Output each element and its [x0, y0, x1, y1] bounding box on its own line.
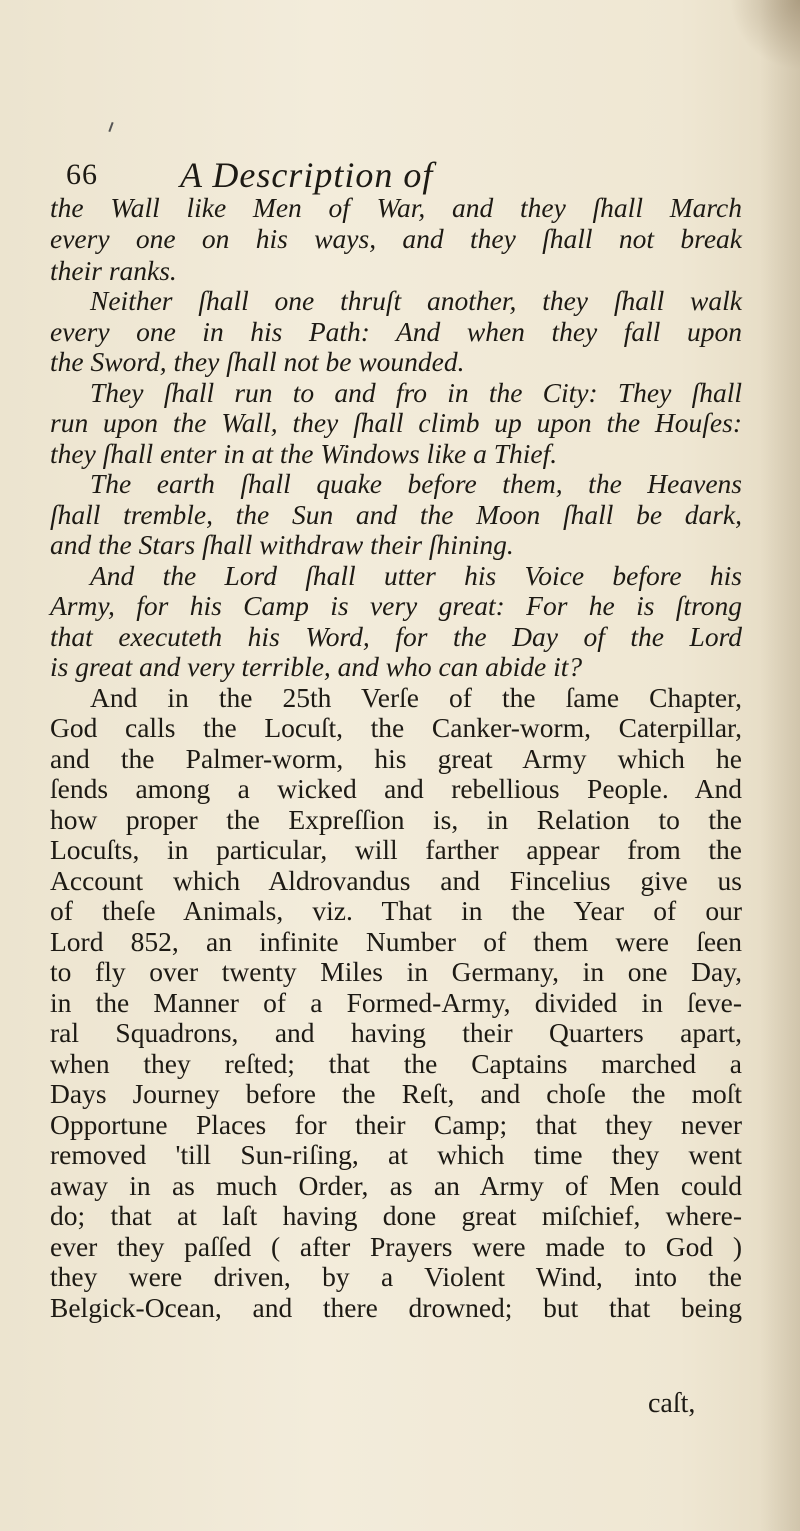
text-line: Locuſts, in particular, will farther appear from the	[50, 834, 742, 865]
text-line: away in as much Order, as an Army of Men could	[50, 1170, 742, 1201]
text-line: ever they paſſed ( after Prayers were made to God )	[50, 1231, 742, 1262]
ink-mark	[108, 122, 113, 132]
text-line: to fly over twenty Miles in Germany, in one Day,	[50, 956, 742, 987]
text-line: the Sword, they ſhall not be wounded.	[50, 346, 465, 377]
text-line: The earth ſhall quake before them, the Heavens	[90, 468, 742, 499]
text-line: Neither ſhall one thruſt another, they ſhall walk	[90, 285, 742, 316]
text-line: when they reſted; that the Captains marched a	[50, 1048, 742, 1079]
text-line: They ſhall run to and fro in the City: They ſhall	[90, 377, 742, 408]
text-line: Days Journey before the Reſt, and choſe the moſt	[50, 1078, 742, 1109]
text-line: Lord 852, an infinite Number of them were ſeen	[50, 926, 742, 957]
text-line: every one in his Path: And when they fall upon	[50, 316, 742, 347]
text-line: ſhall tremble, the Sun and the Moon ſhall be dark,	[50, 499, 742, 530]
text-line: do; that at laſt having done great miſchief, where-	[50, 1200, 742, 1231]
text-line: Account which Aldrovandus and Fincelius give us	[50, 865, 742, 896]
text-line: God calls the Locuſt, the Canker-worm, Caterpillar,	[50, 712, 742, 743]
running-title: A Description of	[180, 155, 434, 195]
text-line: Opportune Places for their Camp; that they never	[50, 1109, 742, 1140]
text-line: and the Palmer-worm, his great Army which he	[50, 743, 742, 774]
text-line: run upon the Wall, they ſhall climb up upon the Houſes:	[50, 407, 742, 438]
text-line: and the Stars ſhall withdraw their ſhining.	[50, 529, 514, 560]
text-line: they ſhall enter in at the Windows like a Thief.	[50, 438, 558, 469]
text-line: how proper the Expreſſion is, in Relation to the	[50, 804, 742, 835]
text-line: the Wall like Men of War, and they ſhall March	[50, 192, 742, 223]
text-line: is great and very terrible, and who can abide it?	[50, 651, 583, 682]
text-line: they were driven, by a Violent Wind, into the	[50, 1261, 742, 1292]
text-line: And in the 25th Verſe of the ſame Chapter,	[90, 682, 742, 713]
catchword: caſt,	[648, 1388, 696, 1419]
page-number: 66	[66, 158, 98, 191]
text-line: their ranks.	[50, 255, 177, 286]
text-line: removed 'till Sun-riſing, at which time they went	[50, 1139, 742, 1170]
text-line: ſends among a wicked and rebellious People. And	[50, 773, 742, 804]
text-line: Belgick-Ocean, and there drowned; but that being	[50, 1292, 742, 1323]
text-line: of theſe Animals, viz. That in the Year of our	[50, 895, 742, 926]
text-line: ral Squadrons, and having their Quarters apart,	[50, 1017, 742, 1048]
text-line: in the Manner of a Formed-Army, divided in ſeve-	[50, 987, 742, 1018]
page-edge-shadow	[760, 0, 800, 1531]
text-line: every one on his ways, and they ſhall not break	[50, 223, 742, 254]
text-line: that executeth his Word, for the Day of the Lord	[50, 621, 742, 652]
text-line: Army, for his Camp is very great: For he is ſtrong	[50, 590, 742, 621]
text-line: And the Lord ſhall utter his Voice before his	[90, 560, 742, 591]
